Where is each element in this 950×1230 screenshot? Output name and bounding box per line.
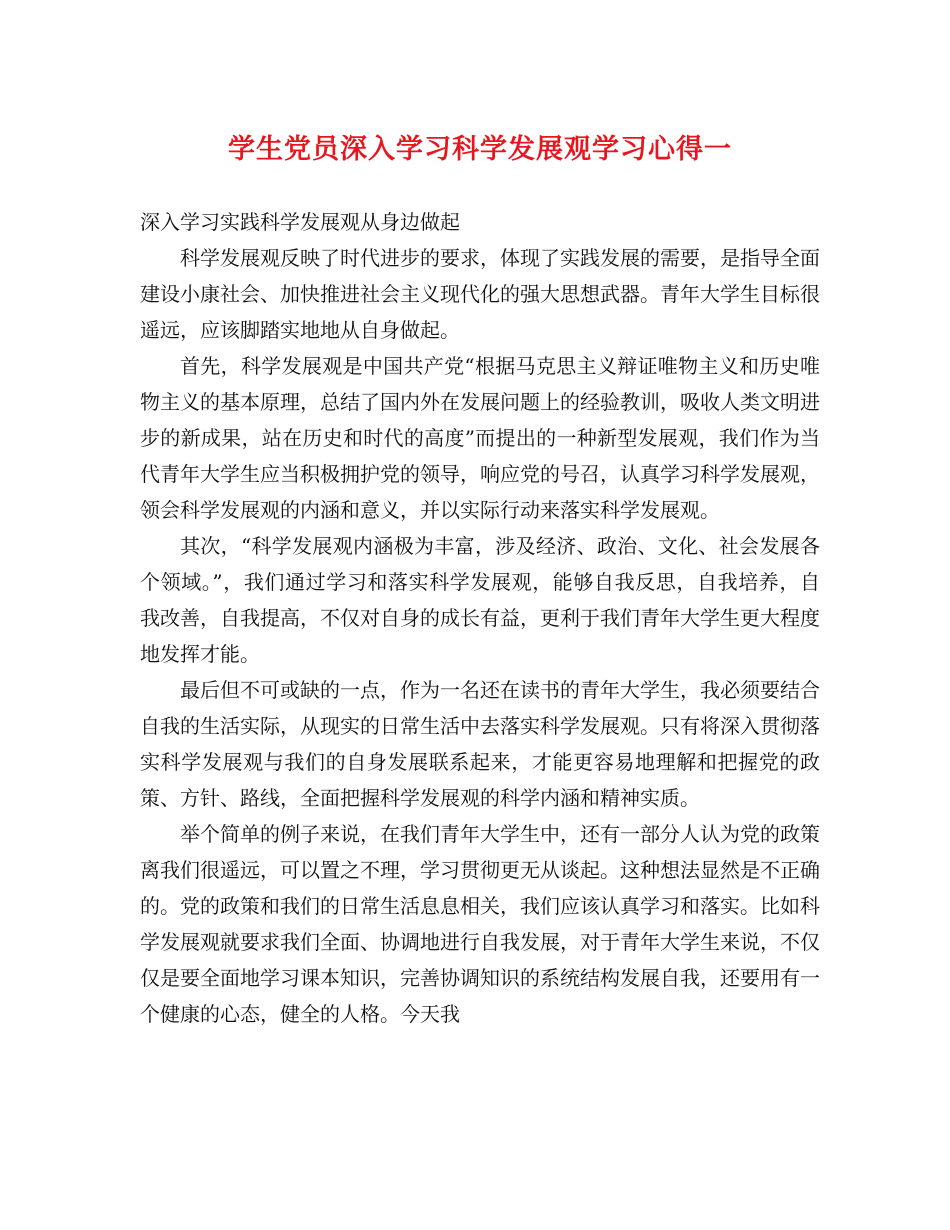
paragraph-2: 首先，科学发展观是中国共产党“根据马克思主义辩证唯物主义和历史唯物主义的基本原理，总结了国内外在发展问题上的经验教训，吸收人类文明进步的新成果，站在历史和时代的高度”而提出的一种新型发展观，我们作为当代青年大学生应当积极拥护党的领导，响应党的号召，认真学习科学发展观，领会科学发展观的内涵和意义，并以实际行动来落实科学发展观。 [140,354,820,522]
paragraph-4: 最后但不可或缺的一点，作为一名还在读书的青年大学生，我必须要结合自我的生活实际，从现实的日常生活中去落实科学发展观。只有将深入贯彻落实科学发展观与我们的自身发展联系起来，才能更容易地理解和把握党的政策、方针、路线，全面把握科学发展观的科学内涵和精神实质。 [140,678,820,810]
paragraph-1: 科学发展观反映了时代进步的要求，体现了实践发展的需要，是指导全面建设小康社会、加快推进社会主义现代化的强大思想武器。青年大学生目标很遥远，应该脚踏实地地从自身做起。 [140,246,820,342]
document-title: 学生党员深入学习科学发展观学习心得一 [228,134,732,165]
paragraph-5: 举个简单的例子来说，在我们青年大学生中，还有一部分人认为党的政策离我们很遥远，可以置之不理，学习贯彻更无从谈起。这种想法显然是不正确的。党的政策和我们的日常生活息息相关，我们应该认真学习和落实。比如科学发展观就要求我们全面、协调地进行自我发展，对于青年大学生来说，不仅仅是要全面地学习课本知识，完善协调知识的系统结构发展自我，还要用有一个健康的心态，健全的人格。今天我 [140,822,820,1026]
paragraph-3: 其次，“科学发展观内涵极为丰富，涉及经济、政治、文化、社会发展各个领域。”，我们通过学习和落实科学发展观，能够自我反思，自我培养，自我改善，自我提高，不仅对自身的成长有益，更利于我们青年大学生更大程度地发挥才能。 [140,534,820,666]
document-subtitle: 深入学习实践科学发展观从身边做起 [140,210,460,234]
